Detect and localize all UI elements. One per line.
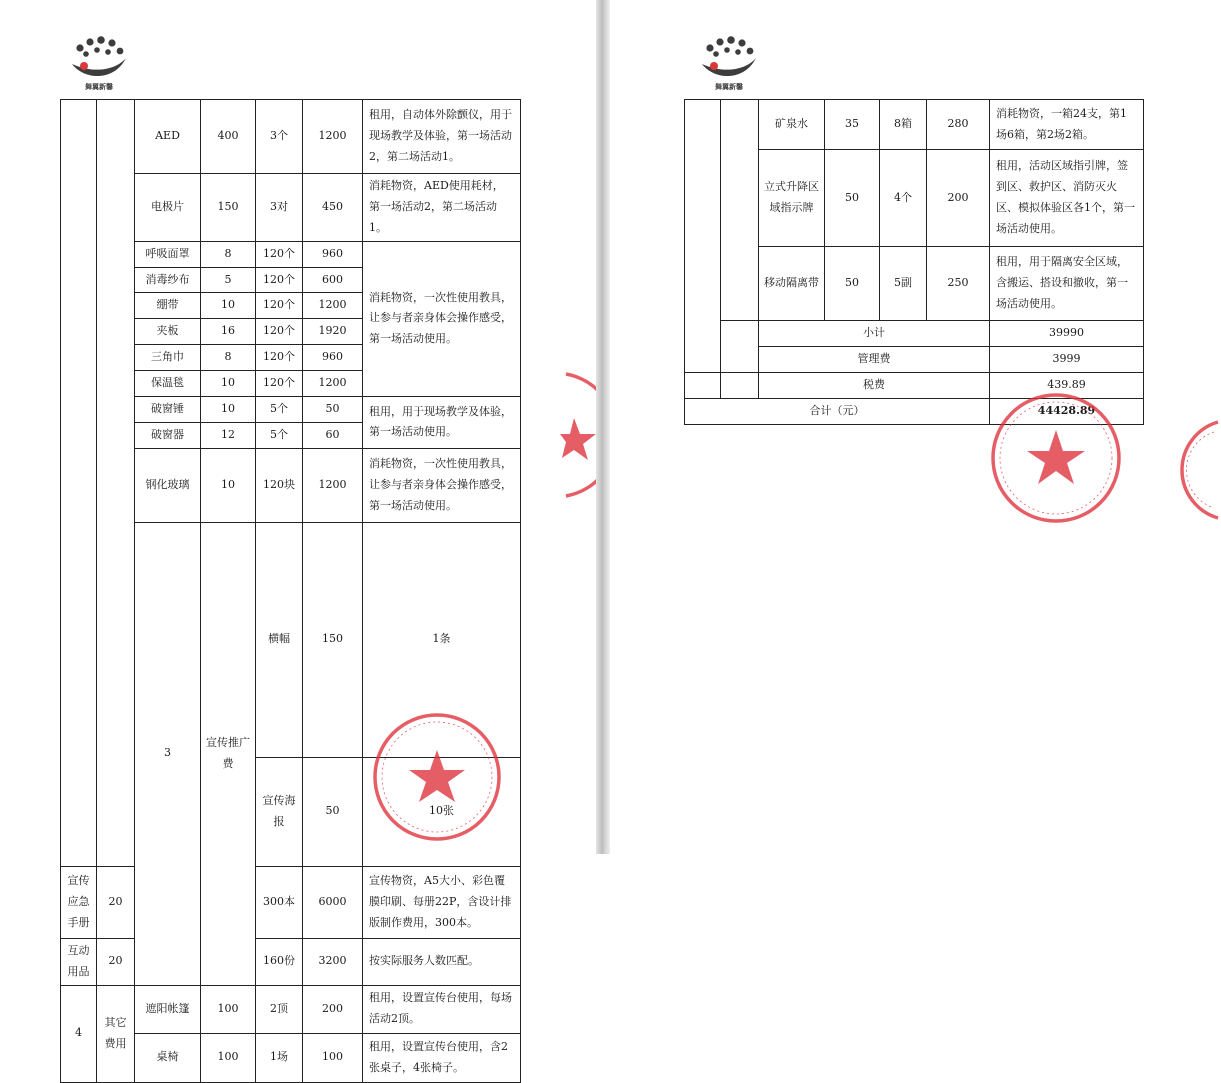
- amount: 3200: [303, 939, 363, 986]
- budget-table-right: [684, 99, 1144, 425]
- unit-price: 50: [825, 247, 880, 321]
- item-name: 钢化玻璃: [135, 448, 201, 522]
- unit-price: 35: [825, 100, 880, 150]
- amount: 1200: [303, 293, 363, 319]
- table-row: [61, 867, 521, 939]
- org-logo-graphic: [64, 34, 134, 84]
- page-gutter: [596, 0, 610, 854]
- amount: 6000: [303, 867, 363, 939]
- quantity: 1条: [363, 522, 521, 757]
- amount: 600: [303, 267, 363, 293]
- group-category: 其它费用: [97, 985, 135, 1082]
- unit-price: 50: [825, 150, 880, 247]
- tax-row: [685, 372, 1144, 398]
- unit-price: 8: [201, 345, 256, 371]
- item-name: 呼吸面罩: [135, 241, 201, 267]
- group-category-cell: [721, 321, 759, 373]
- unit-price: 10: [201, 397, 256, 423]
- org-logo: [64, 34, 134, 96]
- amount: 60: [303, 422, 363, 448]
- unit-price: 10: [201, 371, 256, 397]
- quantity: 120个: [256, 293, 303, 319]
- quantity: 5个: [256, 422, 303, 448]
- item-name: 横幅: [256, 522, 303, 757]
- amount: 200: [303, 985, 363, 1033]
- item-name: 移动隔离带: [759, 247, 825, 321]
- tax-label: 税费: [759, 372, 990, 398]
- subtotal-row: [685, 321, 1144, 347]
- remark: 租用，设置宣传台使用，含2张桌子，4张椅子。: [363, 1033, 521, 1082]
- org-logo-graphic: [694, 34, 764, 84]
- group-no: 3: [135, 522, 201, 985]
- org-logo: [694, 34, 764, 96]
- subtotal-label: 小计: [759, 321, 990, 347]
- quantity: 5个: [256, 397, 303, 423]
- remark: 租用，用于现场教学及体验，第一场活动使用。: [363, 397, 521, 449]
- quantity: 4个: [880, 150, 927, 247]
- org-logo-text: 舞翼新馨: [85, 83, 113, 91]
- amount: 450: [303, 174, 363, 242]
- amount: 960: [303, 345, 363, 371]
- item-name: 破窗锤: [135, 397, 201, 423]
- grand-total-row: [685, 398, 1144, 424]
- remark: 消耗物资，一次性使用教具，让参与者亲身体会操作感受，第一场活动使用。: [363, 448, 521, 522]
- item-name: 三角巾: [135, 345, 201, 371]
- unit-price: 20: [97, 939, 135, 986]
- remark: 消耗物资，一次性使用教具，让参与者亲身体会操作感受，第一场活动使用。: [363, 241, 521, 396]
- quantity: 8箱: [880, 100, 927, 150]
- quantity: 5副: [880, 247, 927, 321]
- unit-price: 100: [201, 985, 256, 1033]
- quantity: 10张: [363, 757, 521, 866]
- grand-total-value: 44428.89: [990, 398, 1144, 424]
- group-no-cell: [685, 100, 721, 373]
- item-name: 立式升降区域指示牌: [759, 150, 825, 247]
- item-name: 绷带: [135, 293, 201, 319]
- remark: 宣传物资，A5大小、彩色覆膜印刷、每册22P，含设计排版制作费用，300本。: [363, 867, 521, 939]
- item-name: 宣传应急手册: [61, 867, 97, 939]
- quantity: 3个: [256, 100, 303, 174]
- group-category: 宣传推广费: [201, 522, 256, 985]
- item-name: 矿泉水: [759, 100, 825, 150]
- quantity: 120个: [256, 345, 303, 371]
- amount: 200: [927, 150, 990, 247]
- subtotal-value: 39990: [990, 321, 1144, 347]
- amount: 1920: [303, 319, 363, 345]
- unit-price: 10: [201, 448, 256, 522]
- item-name: 宣传海报: [256, 757, 303, 866]
- grand-total-label: 合计（元）: [685, 398, 990, 424]
- company-seal-stamp-partial: [560, 370, 600, 500]
- remark: 按实际服务人数匹配。: [363, 939, 521, 986]
- empty-cell: [685, 372, 721, 398]
- table-row: [61, 985, 521, 1033]
- quantity: 120个: [256, 371, 303, 397]
- item-name: 遮阳帐篷: [135, 985, 201, 1033]
- group-category-cell: [721, 100, 759, 321]
- item-name: 互动用品: [61, 939, 97, 986]
- unit-price: 10: [201, 293, 256, 319]
- amount: 1200: [303, 448, 363, 522]
- quantity: 3对: [256, 174, 303, 242]
- item-name: 电极片: [135, 174, 201, 242]
- unit-price: 100: [201, 1033, 256, 1082]
- remark: 租用，设置宣传台使用，每场活动2顶。: [363, 985, 521, 1033]
- amount: 100: [303, 1033, 363, 1082]
- item-name: 桌椅: [135, 1033, 201, 1082]
- item-name: 破窗器: [135, 422, 201, 448]
- budget-table-left: [60, 99, 521, 1083]
- unit-price: 16: [201, 319, 256, 345]
- group-category-cell: [97, 100, 135, 867]
- group-no: 4: [61, 985, 97, 1082]
- quantity: 1场: [256, 1033, 303, 1082]
- management-fee-label: 管理费: [759, 346, 990, 372]
- unit-price: 12: [201, 422, 256, 448]
- management-fee-value: 3999: [990, 346, 1144, 372]
- quantity: 160份: [256, 939, 303, 986]
- left-page: [0, 0, 596, 1074]
- table-row: [61, 939, 521, 986]
- quantity: 300本: [256, 867, 303, 939]
- remark: 消耗物资，一箱24支，第1场6箱，第2场2箱。: [990, 100, 1144, 150]
- remark: 租用，活动区域指引牌，签到区、救护区、消防灭火区、模拟体验区各1个，第一场活动使用。: [990, 150, 1144, 247]
- group-no-cell: [61, 100, 97, 867]
- table-row: [685, 100, 1144, 150]
- amount: 1200: [303, 100, 363, 174]
- right-page: [610, 0, 1221, 854]
- unit-price: 8: [201, 241, 256, 267]
- empty-cell: [721, 372, 759, 398]
- amount: 1200: [303, 371, 363, 397]
- table-row: [61, 100, 521, 174]
- company-seal-stamp-partial: [1184, 420, 1221, 520]
- quantity: 120个: [256, 319, 303, 345]
- item-name: 消毒纱布: [135, 267, 201, 293]
- unit-price: 5: [201, 267, 256, 293]
- quantity: 120个: [256, 267, 303, 293]
- remark: 租用，用于隔离安全区域，含搬运、搭设和撤收，第一场活动使用。: [990, 247, 1144, 321]
- remark: 租用，自动体外除颤仪，用于现场教学及体验，第一场活动2，第二场活动1。: [363, 100, 521, 174]
- quantity: 2顶: [256, 985, 303, 1033]
- unit-price: 150: [303, 522, 363, 757]
- item-name: AED: [135, 100, 201, 174]
- unit-price: 20: [97, 867, 135, 939]
- remark: 消耗物资，AED使用耗材，第一场活动2，第二场活动1。: [363, 174, 521, 242]
- item-name: 夹板: [135, 319, 201, 345]
- org-logo-text: 舞翼新馨: [715, 83, 743, 91]
- unit-price: 50: [303, 757, 363, 866]
- unit-price: 400: [201, 100, 256, 174]
- quantity: 120个: [256, 241, 303, 267]
- tax-value: 439.89: [990, 372, 1144, 398]
- quantity: 120块: [256, 448, 303, 522]
- amount: 250: [927, 247, 990, 321]
- unit-price: 150: [201, 174, 256, 242]
- amount: 960: [303, 241, 363, 267]
- amount: 280: [927, 100, 990, 150]
- amount: 50: [303, 397, 363, 423]
- item-name: 保温毯: [135, 371, 201, 397]
